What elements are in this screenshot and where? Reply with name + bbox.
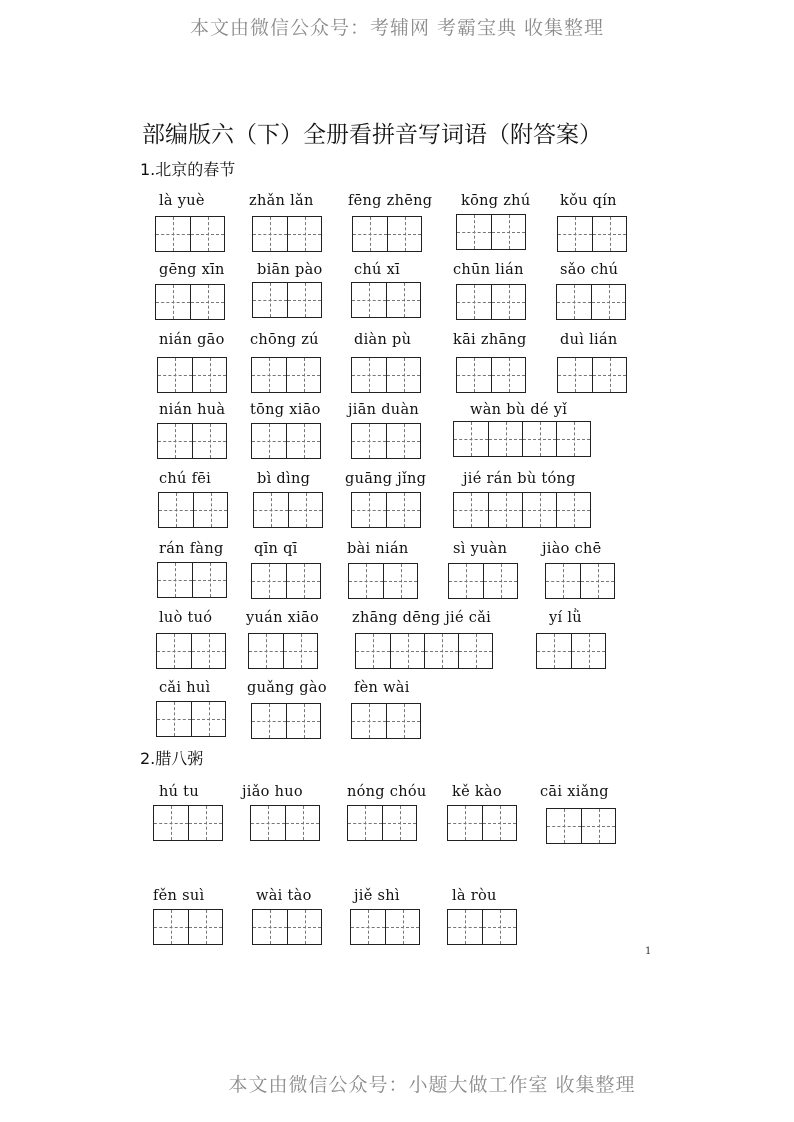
tianzige-cell[interactable] — [188, 910, 222, 944]
tianzige-cell[interactable] — [454, 422, 488, 456]
tianzige-cell[interactable] — [483, 564, 517, 598]
tianzige-cell[interactable] — [522, 493, 556, 527]
pinyin-label: chūn lián — [453, 262, 524, 278]
tianzige-cell[interactable] — [157, 702, 191, 736]
writing-grid[interactable] — [352, 216, 422, 252]
tianzige-cell[interactable] — [581, 809, 615, 843]
tianzige-cell[interactable] — [558, 358, 592, 392]
tianzige-cell[interactable] — [285, 806, 319, 840]
tianzige-cell[interactable] — [349, 564, 383, 598]
tianzige-cell[interactable] — [353, 217, 387, 251]
tianzige-cell[interactable] — [557, 285, 591, 319]
tianzige-cell[interactable] — [192, 424, 226, 458]
pinyin-label: yí lǜ — [549, 610, 582, 626]
writing-grid[interactable] — [351, 703, 421, 739]
pinyin-label: kǒu qín — [560, 193, 617, 209]
tianzige-cell[interactable] — [157, 634, 191, 668]
pinyin-label: cǎi huì — [159, 680, 211, 696]
tianzige-cell[interactable] — [386, 424, 420, 458]
writing-grid[interactable] — [156, 701, 226, 737]
writing-grid[interactable] — [157, 562, 227, 598]
tianzige-cell[interactable] — [190, 217, 224, 251]
tianzige-cell[interactable] — [190, 285, 224, 319]
writing-grid[interactable] — [545, 563, 615, 599]
tianzige-cell[interactable] — [352, 424, 386, 458]
tianzige-cell[interactable] — [386, 704, 420, 738]
writing-grid[interactable] — [350, 909, 420, 945]
tianzige-cell[interactable] — [286, 564, 320, 598]
tianzige-cell[interactable] — [546, 564, 580, 598]
pinyin-label: chú xī — [354, 262, 401, 278]
tianzige-cell[interactable] — [491, 285, 525, 319]
writing-grid[interactable] — [447, 909, 517, 945]
section-title-2: 2.腊八粥 — [140, 749, 204, 768]
writing-grid[interactable] — [453, 492, 591, 528]
tianzige-cell[interactable] — [252, 424, 286, 458]
pinyin-label: sì yuàn — [453, 541, 508, 557]
writing-grid[interactable] — [456, 214, 526, 250]
tianzige-cell[interactable] — [522, 422, 556, 456]
writing-grid[interactable] — [157, 357, 227, 393]
tianzige-cell[interactable] — [424, 634, 458, 668]
pinyin-label: biān pào — [257, 262, 323, 278]
writing-grid[interactable] — [536, 633, 606, 669]
tianzige-cell[interactable] — [591, 285, 625, 319]
tianzige-cell[interactable] — [191, 702, 225, 736]
tianzige-cell[interactable] — [352, 704, 386, 738]
pinyin-label: guǎng gào — [247, 680, 327, 696]
writing-grid[interactable] — [251, 423, 321, 459]
tianzige-cell[interactable] — [448, 910, 482, 944]
tianzige-cell[interactable] — [448, 806, 482, 840]
tianzige-cell[interactable] — [252, 704, 286, 738]
writing-grid[interactable] — [252, 216, 322, 252]
pinyin-label: là ròu — [452, 888, 497, 904]
tianzige-cell[interactable] — [158, 358, 192, 392]
writing-grid[interactable] — [155, 284, 225, 320]
tianzige-cell[interactable] — [352, 283, 386, 317]
writing-grid[interactable] — [252, 909, 322, 945]
writing-grid[interactable] — [448, 563, 518, 599]
pinyin-label: fèn wài — [354, 680, 410, 696]
pinyin-label: wài tào — [256, 888, 312, 904]
tianzige-cell[interactable] — [287, 217, 321, 251]
writing-grid[interactable] — [557, 216, 627, 252]
pinyin-label: jiǎo huo — [242, 784, 303, 800]
tianzige-cell[interactable] — [158, 563, 192, 597]
writing-grid[interactable] — [456, 284, 526, 320]
page-title: 部编版六（下）全册看拼音写词语（附答案） — [142, 122, 602, 148]
tianzige-cell[interactable] — [386, 358, 420, 392]
tianzige-cell[interactable] — [449, 564, 483, 598]
pinyin-label: jiān duàn — [348, 402, 420, 418]
tianzige-cell[interactable] — [547, 809, 581, 843]
pinyin-label: cāi xiǎng — [540, 784, 609, 800]
pinyin-label: guāng jǐng — [345, 471, 427, 487]
tianzige-cell[interactable] — [352, 493, 386, 527]
tianzige-cell[interactable] — [491, 215, 525, 249]
tianzige-cell[interactable] — [286, 704, 320, 738]
tianzige-cell[interactable] — [287, 283, 321, 317]
tianzige-cell[interactable] — [382, 806, 416, 840]
pinyin-label: chú fēi — [159, 471, 212, 487]
writing-grid[interactable] — [250, 805, 320, 841]
writing-grid[interactable] — [153, 805, 223, 841]
tianzige-cell[interactable] — [458, 634, 492, 668]
tianzige-cell[interactable] — [249, 634, 283, 668]
tianzige-cell[interactable] — [286, 358, 320, 392]
pinyin-label: fēng zhēng — [348, 193, 433, 209]
tianzige-cell[interactable] — [558, 217, 592, 251]
pinyin-label: jiào chē — [542, 541, 602, 557]
tianzige-cell[interactable] — [385, 910, 419, 944]
tianzige-cell[interactable] — [192, 358, 226, 392]
tianzige-cell[interactable] — [457, 215, 491, 249]
pinyin-label: diàn pù — [354, 332, 412, 348]
tianzige-cell[interactable] — [348, 806, 382, 840]
tianzige-cell[interactable] — [159, 493, 193, 527]
tianzige-cell[interactable] — [158, 424, 192, 458]
tianzige-cell[interactable] — [571, 634, 605, 668]
tianzige-cell[interactable] — [454, 493, 488, 527]
tianzige-cell[interactable] — [556, 493, 590, 527]
tianzige-cell[interactable] — [253, 910, 287, 944]
pinyin-label: duì lián — [560, 332, 618, 348]
pinyin-label: bì dìng — [257, 471, 311, 487]
pinyin-label: là yuè — [159, 193, 205, 209]
writing-grid[interactable] — [557, 357, 627, 393]
watermark-bottom: 本文由微信公众号：小题大做工作室 收集整理 — [228, 1074, 636, 1096]
tianzige-cell[interactable] — [491, 358, 525, 392]
tianzige-cell[interactable] — [251, 806, 285, 840]
tianzige-cell[interactable] — [288, 493, 322, 527]
pinyin-label: jiě shì — [354, 888, 400, 904]
pinyin-label: rán fàng — [159, 541, 224, 557]
pinyin-label: bài nián — [347, 541, 409, 557]
tianzige-cell[interactable] — [287, 910, 321, 944]
tianzige-cell[interactable] — [193, 493, 227, 527]
writing-grid[interactable] — [158, 492, 228, 528]
tianzige-cell[interactable] — [188, 806, 222, 840]
pinyin-label: jié rán bù tóng — [463, 471, 576, 487]
writing-grid[interactable] — [546, 808, 616, 844]
pinyin-label: qīn qī — [254, 541, 298, 557]
tianzige-cell[interactable] — [154, 806, 188, 840]
writing-grid[interactable] — [351, 492, 421, 528]
writing-grid[interactable] — [253, 492, 323, 528]
pinyin-label: fěn suì — [153, 888, 205, 904]
tianzige-cell[interactable] — [387, 217, 421, 251]
writing-grid[interactable] — [453, 421, 591, 457]
writing-grid[interactable] — [447, 805, 517, 841]
tianzige-cell[interactable] — [386, 283, 420, 317]
tianzige-cell[interactable] — [592, 217, 626, 251]
writing-grid[interactable] — [153, 909, 223, 945]
tianzige-cell[interactable] — [457, 358, 491, 392]
tianzige-cell[interactable] — [252, 358, 286, 392]
writing-grid[interactable] — [251, 703, 321, 739]
tianzige-cell[interactable] — [488, 493, 522, 527]
writing-grid[interactable] — [355, 633, 493, 669]
pinyin-label: kōng zhú — [461, 193, 531, 209]
writing-grid[interactable] — [348, 563, 418, 599]
pinyin-label: chōng zú — [250, 332, 319, 348]
tianzige-cell[interactable] — [254, 493, 288, 527]
tianzige-cell[interactable] — [252, 564, 286, 598]
writing-grid[interactable] — [351, 282, 421, 318]
pinyin-label: hú tu — [159, 784, 199, 800]
pinyin-label: wàn bù dé yǐ — [470, 402, 568, 418]
pinyin-label: luò tuó — [159, 610, 213, 626]
pinyin-label: tōng xiāo — [250, 402, 321, 418]
tianzige-cell[interactable] — [390, 634, 424, 668]
pinyin-label: zhǎn lǎn — [249, 193, 314, 209]
tianzige-cell[interactable] — [482, 806, 516, 840]
writing-grid[interactable] — [156, 633, 226, 669]
tianzige-cell[interactable] — [191, 634, 225, 668]
tianzige-cell[interactable] — [482, 910, 516, 944]
pinyin-label: nóng chóu — [347, 784, 427, 800]
watermark-top: 本文由微信公众号：考辅网 考霸宝典 收集整理 — [189, 17, 605, 39]
tianzige-cell[interactable] — [253, 283, 287, 317]
tianzige-cell[interactable] — [356, 634, 390, 668]
pinyin-label: sǎo chú — [560, 262, 619, 278]
pinyin-label: kě kào — [452, 784, 502, 800]
pinyin-label: nián huà — [159, 402, 226, 418]
tianzige-cell[interactable] — [383, 564, 417, 598]
pinyin-label: zhāng dēng jié cǎi — [352, 610, 492, 626]
tianzige-cell[interactable] — [192, 563, 226, 597]
writing-grid[interactable] — [347, 805, 417, 841]
writing-grid[interactable] — [248, 633, 318, 669]
tianzige-cell[interactable] — [592, 358, 626, 392]
tianzige-cell[interactable] — [386, 493, 420, 527]
pinyin-label: kāi zhāng — [453, 332, 527, 348]
writing-grid[interactable] — [251, 357, 321, 393]
writing-grid[interactable] — [456, 357, 526, 393]
writing-grid[interactable] — [252, 282, 322, 318]
tianzige-cell[interactable] — [352, 358, 386, 392]
tianzige-cell[interactable] — [556, 422, 590, 456]
tianzige-cell[interactable] — [154, 910, 188, 944]
tianzige-cell[interactable] — [156, 285, 190, 319]
pinyin-label: nián gāo — [159, 332, 225, 348]
tianzige-cell[interactable] — [457, 285, 491, 319]
writing-grid[interactable] — [556, 284, 626, 320]
writing-grid[interactable] — [351, 357, 421, 393]
pinyin-label: gēng xīn — [159, 262, 225, 278]
writing-grid[interactable] — [155, 216, 225, 252]
tianzige-cell[interactable] — [580, 564, 614, 598]
tianzige-cell[interactable] — [537, 634, 571, 668]
writing-grid[interactable] — [351, 423, 421, 459]
writing-grid[interactable] — [251, 563, 321, 599]
tianzige-cell[interactable] — [351, 910, 385, 944]
section-title-1: 1.北京的春节 — [140, 160, 236, 179]
page-number: 1 — [645, 946, 652, 957]
writing-grid[interactable] — [157, 423, 227, 459]
tianzige-cell[interactable] — [156, 217, 190, 251]
tianzige-cell[interactable] — [286, 424, 320, 458]
pinyin-label: yuán xiāo — [246, 610, 320, 626]
tianzige-cell[interactable] — [283, 634, 317, 668]
tianzige-cell[interactable] — [253, 217, 287, 251]
tianzige-cell[interactable] — [488, 422, 522, 456]
